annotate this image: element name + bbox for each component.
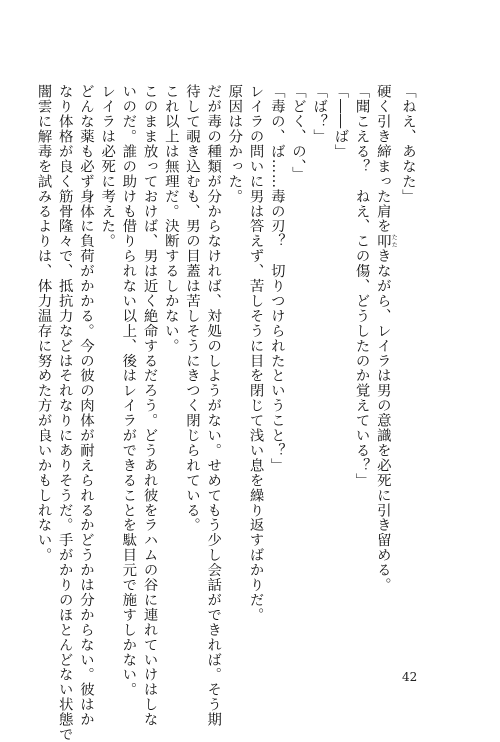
text-line-8: レイラの問いに男は答えず、苦しそうに目を閉じて浅い息を繰り返すばかりだ。: [247, 84, 264, 623]
text-line-9: 原因は分かった。: [226, 84, 243, 204]
furigana-tataki: [374, 233, 398, 249]
furigana-reading: たた: [390, 233, 398, 249]
furigana-base: 叩: [374, 233, 391, 249]
text-line-16: どんな薬も必ず身体に負荷がかかる。今の彼の肉体が耐えられるかどうかは分からない。彼はか: [77, 84, 94, 727]
text-line-2-part-a: 硬く引き締まった肩を: [374, 84, 391, 234]
text-line-2: [372, 84, 397, 644]
text-line-17: なり体格が良く筋骨隆々で、抵抗力などはそれなりにありそうだ。手がかりのほとんどない状態で: [56, 84, 73, 742]
text-line-15: レイラは必死に考えた。: [99, 84, 116, 249]
page-number: 42: [402, 670, 418, 684]
text-line-18: 闇雲に解毒を試みるよりは、体力温存に努めた方が良いかもしれない。: [35, 84, 52, 563]
text-line-2-part-b: きながら、レイラは男の意識を必死に引き留める。: [374, 248, 391, 593]
text-line-7: 「毒の、ば……毒の刃？ 切りつけられたということ？」: [268, 84, 285, 473]
text-line-12: これ以上は無理だ。決断するしかない。: [162, 84, 179, 354]
text-line-3: 「聞こえる？ ねえ、この傷、どうしたのか覚えている？」: [353, 84, 370, 488]
text-line-13: このまま放っておけば、男は近く絶命するだろう。どうあれ彼をラハムの谷に連れていけはしな: [141, 84, 158, 727]
text-line-10: だが毒の種類が分からなければ、対処のしようがない。せめてもう少し会話ができれば。そう期: [205, 84, 222, 727]
text-line-5: 「ば？」: [311, 84, 328, 144]
text-line-1: 「ねえ、あなた」: [400, 84, 416, 204]
text-line-14: いのだ。誰の助けも借りられない以上、後はレイラができることを駄目元で施すしかない。: [120, 84, 137, 697]
text-line-4: 「――ば」: [332, 84, 349, 159]
text-line-11: 待して覗き込むも、男の目蓋は苦しそうにきつく閉じられている。: [183, 84, 200, 533]
text-line-6: 「どく、の、」: [289, 84, 306, 182]
